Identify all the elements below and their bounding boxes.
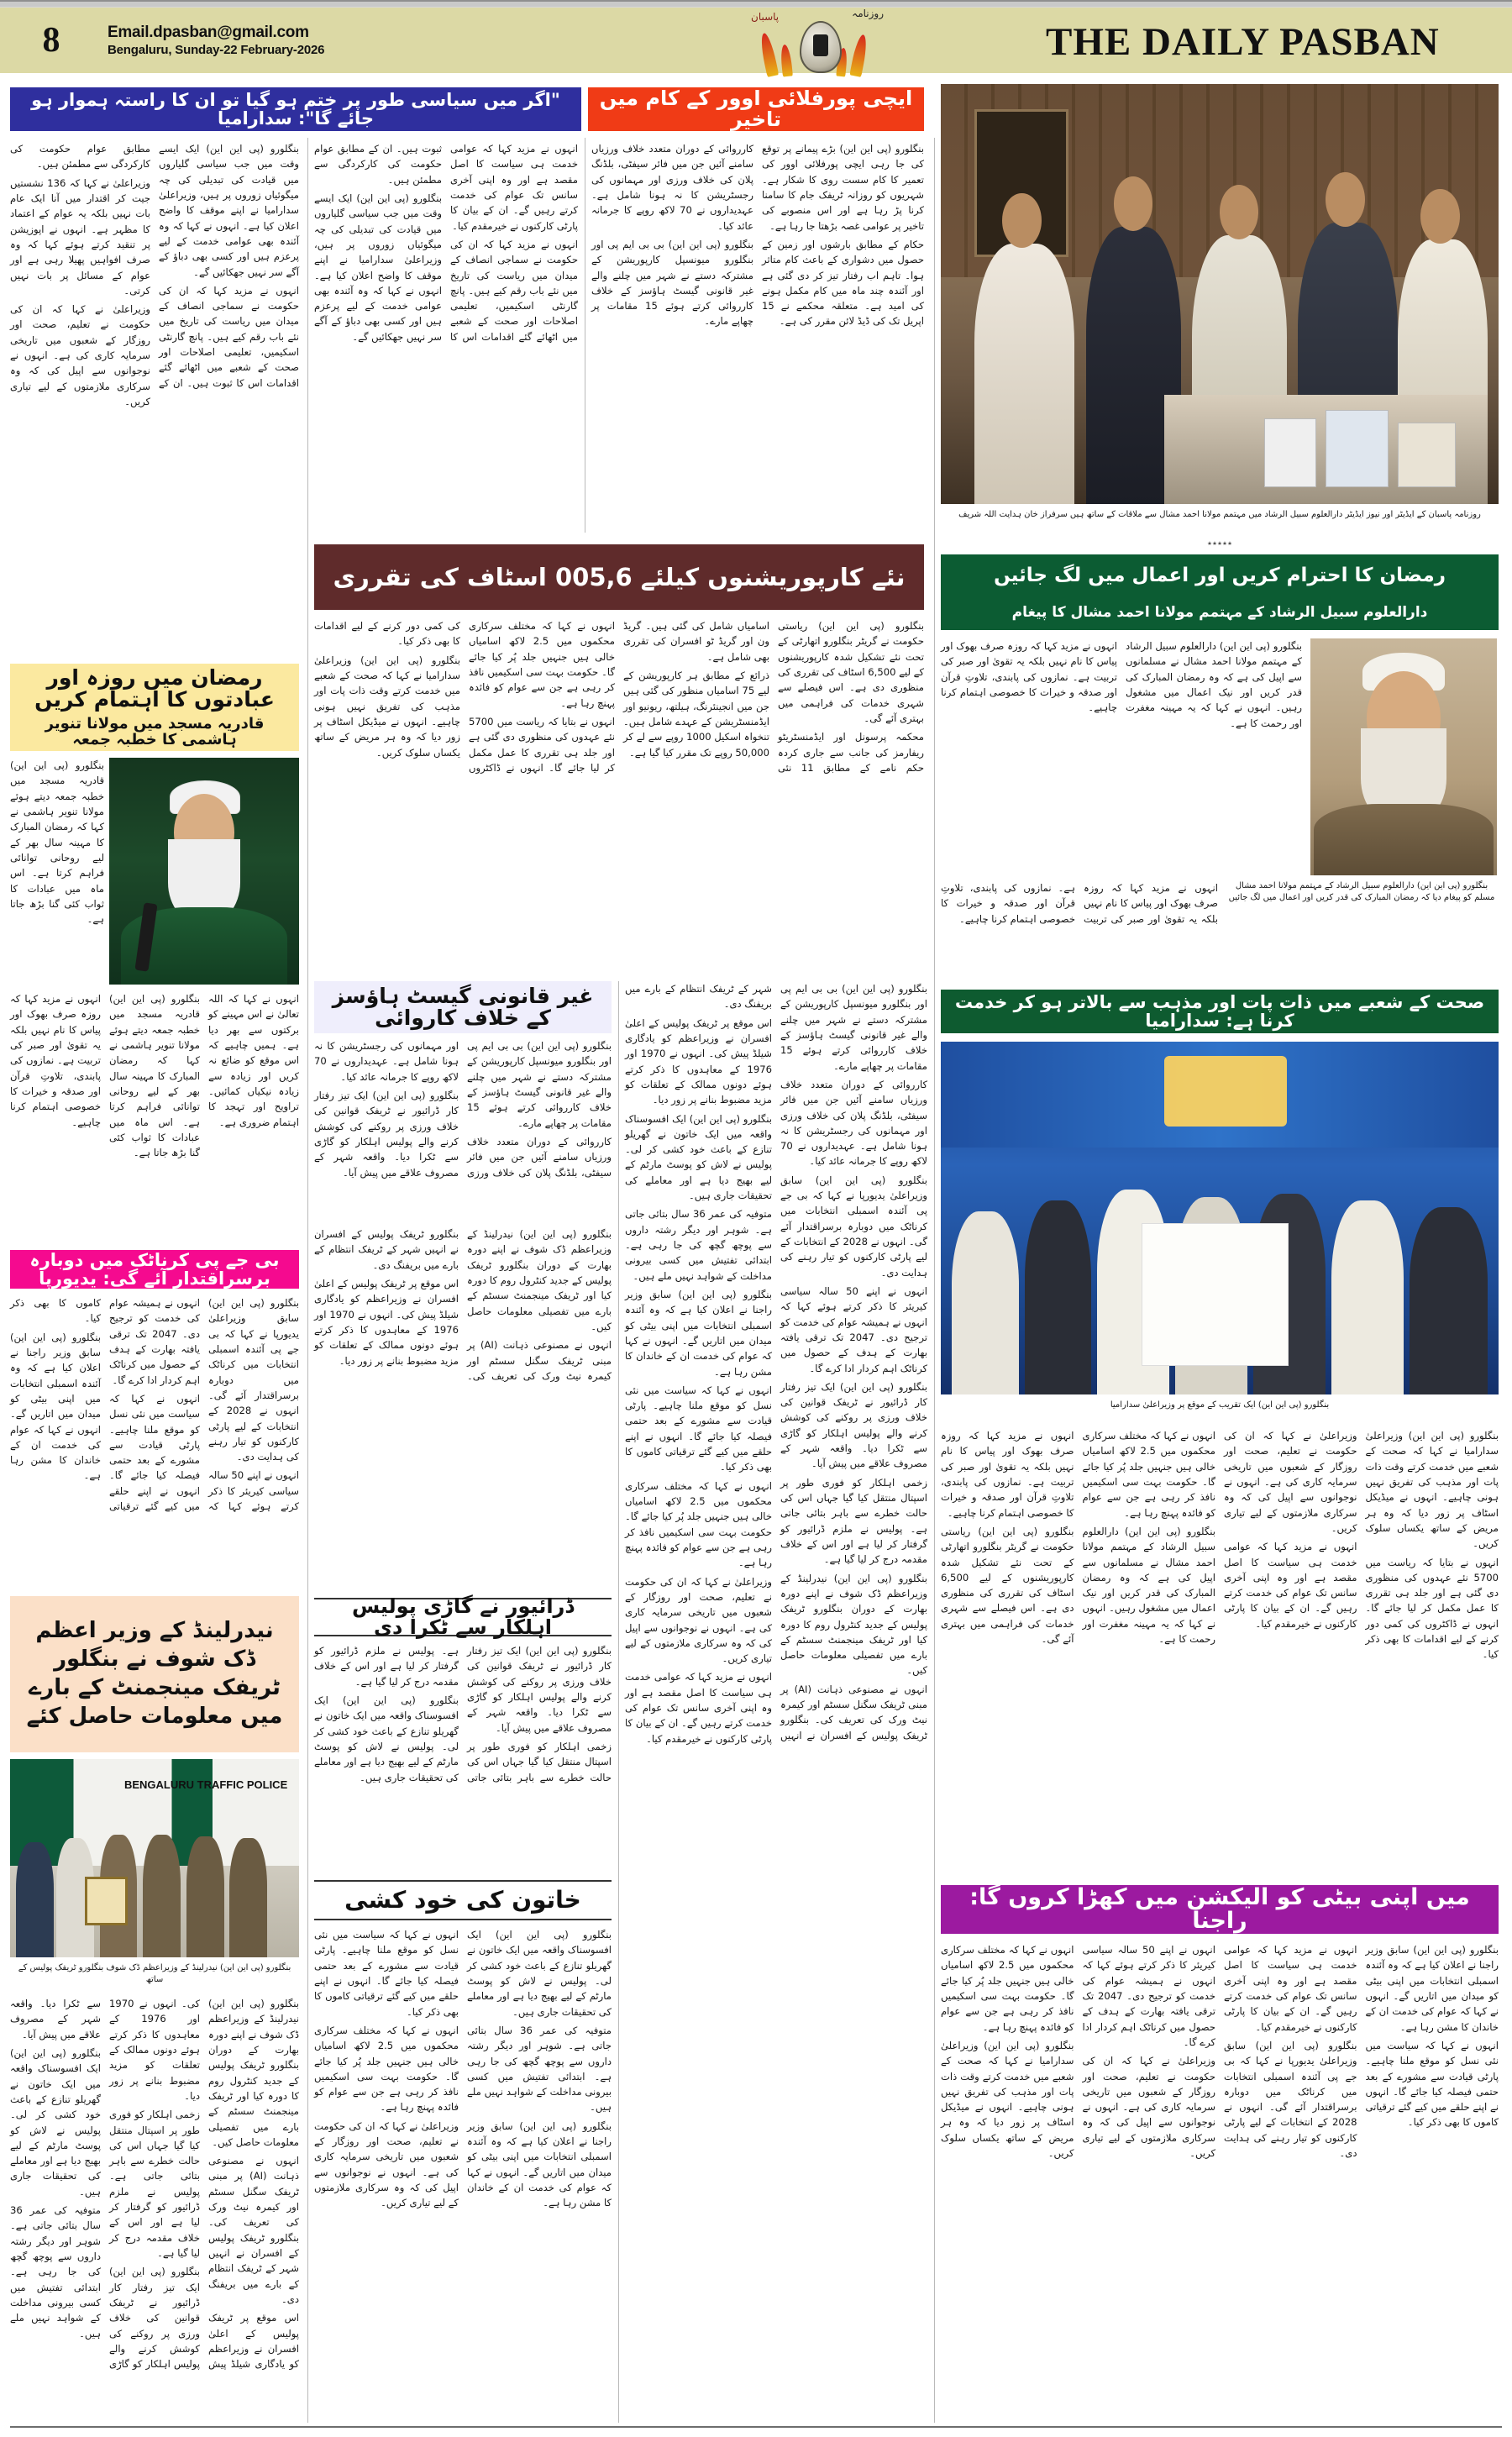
article-paragraph: زخمی اہلکار کو فوری طور پر اسپتال منتقل کیا گیا جہاں اس کی حالت خطرے سے باہر بتائی جاتی ہے۔ پولیس نے ملزم ڈرائیور کو گرفتار کر لیا ہے اور اس کے خلاف مقدمہ درج کر لیا گیا ہے۔ <box>109 2109 200 2259</box>
article-paragraph: بنگلورو (پی این این) ایک افسوسناک واقعہ میں ایک خاتون نے گھریلو تنازع کے باعث خود کشی کر لی۔ پولیس نے لاش کو پوسٹ مارٹم کے لیے بھیج دیا ہے اور معاملے کی تحقیقات جاری ہیں۔ <box>10 2046 101 2198</box>
article-paragraph: بنگلورو (پی این این) نیدرلینڈ کے وزیراعظم ڈک شوف نے اپنے دورہ بھارت کے دوران بنگلورو ٹریفک پولیس کے جدید کنٹرول روم کا دورہ کیا اور ٹریفک مینجمنٹ سسٹم کے بارے میں تفصیلی معلومات حاصل کیں۔ <box>780 1572 927 1677</box>
article-bjp-power-body <box>10 1295 299 1514</box>
masthead-logo <box>739 4 899 81</box>
article-paragraph: بنگلورو (پی این این) ایک تیز رفتار کار ڈرائیور نے ٹریفک قوانین کی خلاف ورزی پر روکنے کی کوشش کرنے والے پولیس اہلکار کو گاڑی سے ٹکرا دیا۔ واقعہ شہر کے مصروف علاقے میں پیش آیا۔ <box>467 1645 612 1734</box>
article-paragraph: بنگلورو (پی این این) نیدرلینڈ کے وزیراعظم ڈک شوف نے اپنے دورہ بھارت کے دوران بنگلورو ٹریفک پولیس کے جدید کنٹرول روم کا دورہ کیا اور ٹریفک مینجمنٹ سسٹم کے بارے میں تفصیلی معلومات حاصل کیں۔ <box>467 1228 612 1332</box>
article-paragraph: انہوں نے مصنوعی ذہانت (AI) پر مبنی ٹریفک سگنل سسٹم اور کیمرہ نیٹ ورک کی تعریف کی۔ بنگلورو ٹریفک پولیس کے افسران نے انہیں شہر کے ٹریفک انتظام کے بارے میں بریفنگ دی۔ <box>625 983 927 1741</box>
article-paragraph: انہوں نے کہا کہ مختلف سرکاری محکموں میں 2.5 لاکھ اسامیاں خالی ہیں جنہیں جلد پُر کیا جائے گا۔ حکومت بہت سی اسکیمیں نافذ کر رہی ہے جن سے عوام کو فائدہ پہنچ رہا ہے۔ <box>314 2024 459 2114</box>
article-paragraph: اس موقع پر ٹریفک پولیس کے اعلیٰ افسران نے وزیراعظم کو یادگاری شیلڈ پیش کی۔ انہوں نے 1970 اور 1976 کے معاہدوں کا ذکر کرتے ہوئے دونوں ممالک کے تعلقات کو مزید مضبوط بنانے پر زور دیا۔ <box>314 1277 459 1367</box>
photo-traffic-police-award <box>10 1759 299 1957</box>
article-paragraph: انہوں نے کہا کہ مختلف سرکاری محکموں میں 2.5 لاکھ اسامیاں خالی ہیں جنہیں جلد پُر کیا جائے گا۔ حکومت بہت سی اسکیمیں نافذ کر رہی ہے جن سے عوام کو فائدہ پہنچ رہا ہے۔ <box>625 1479 772 1569</box>
headline-ramzan-respect-sub: دارالعلوم سبیل الرشاد کے مہتمم مولانا احمد مشال کا پیغام <box>941 596 1499 630</box>
article-paragraph: انہوں نے کہا کہ سیاست میں نئی نسل کو موقع ملنا چاہیے۔ پارٹی قیادت سے مشورے کے بعد حتمی فیصلہ کیا جائے گا۔ انہوں نے اپنے حلقے میں کیے گئے ترقیاتی کاموں کا بھی ذکر کیا۔ <box>10 1297 200 1513</box>
headline-staff-appointment: نئے کارپوریشنوں کیلئے 6,500 اسٹاف کی تقرری <box>314 544 924 610</box>
article-paragraph: انہوں نے مصنوعی ذہانت (AI) پر مبنی ٹریفک سگنل سسٹم اور کیمرہ نیٹ ورک کی تعریف کی۔ بنگلورو ٹریفک پولیس کے افسران نے انہیں شہر کے ٹریفک انتظام کے بارے میں بریفنگ دی۔ <box>208 2155 300 2305</box>
logo-urdu-small: روزنامہ <box>852 8 884 19</box>
article-paragraph: کارروائی کے دوران متعدد خلاف ورزیاں سامنے آئیں جن میں فائر سیفٹی، بلڈنگ پلان کی خلاف ورزی اور مہمانوں کی رجسٹریشن کا نہ ہونا شامل ہے۔ عہدیداروں نے 70 لاکھ روپے کا جرمانہ عائد کیا۔ <box>314 1040 612 1179</box>
article-paragraph: انہوں نے اپنے 50 سالہ سیاسی کیریئر کا ذکر کرتے ہوئے کہا کہ انہوں نے ہمیشہ عوام کی خدمت کو ترجیح دی۔ 2047 تک ترقی یافتہ بھارت کے ہدف کے حصول میں کرناٹک اہم کردار ادا کرے گا۔ <box>109 1297 299 1513</box>
column-rule-1 <box>307 138 308 2423</box>
article-paragraph: بنگلورو (پی این این) قادریہ مسجد میں خطبہ جمعہ دیتے ہوئے مولانا تنویر ہاشمی نے کہا کہ رمضان المبارک کا مہینہ سال بھر کے لیے روحانی توانائی فراہم کرتا ہے۔ اس ماہ میں عبادات کا ثواب کئی گنا بڑھ جاتا ہے۔ <box>10 759 104 926</box>
article-paragraph: بنگلورو (پی این این) دارالعلوم سبیل الرشاد کے مہتمم مولانا احمد مشال نے مسلمانوں سے اپیل کی ہے کہ وہ رمضان المبارک کی قدر کریں اور نیک اعمال میں مشغول رہیں۔ انہوں نے کہا کہ یہ مہینہ مغفرت اور رحمت کا ہے۔ <box>1126 640 1302 729</box>
article-paragraph: بنگلورو (پی این این) نیدرلینڈ کے وزیراعظم ڈک شوف نے اپنے دورہ بھارت کے دوران بنگلورو ٹریفک پولیس کے جدید کنٹرول روم کا دورہ کیا اور ٹریفک مینجمنٹ سسٹم کے بارے میں تفصیلی معلومات حاصل کیں۔ <box>208 1998 299 2148</box>
article-paragraph: انہوں نے مزید کہا کہ عوامی خدمت ہی سیاست کا اصل مقصد ہے اور وہ اپنی آخری سانس تک عوام کی خدمت کرتے رہیں گے۔ ان کے بیان کا پارٹی کارکنوں نے خیرمقدم کیا۔ <box>450 143 578 232</box>
contact-block <box>108 23 324 59</box>
article-paragraph: بنگلورو (پی این این) ایک ایسے وقت میں جب سیاسی گلیاروں میں قیادت کی تبدیلی کی چہ میگوئیاں زوروں پر ہیں، وزیراعلیٰ سدارامیا نے اپنے موقف کا واضح اعلان کیا ہے۔ انہوں نے کہا کہ وہ آئندہ بھی عوامی خدمت کے لیے پرعزم ہیں اور کسی بھی دباؤ کے آگے سر نہیں جھکائیں گے۔ <box>314 192 442 343</box>
article-paragraph: بنگلورو (پی این این) قادریہ مسجد میں خطبہ جمعہ دیتے ہوئے مولانا تنویر ہاشمی نے کہا کہ رمضان المبارک کا مہینہ سال بھر کے لیے روحانی توانائی فراہم کرتا ہے۔ اس ماہ میں عبادات کا ثواب کئی گنا بڑھ جاتا ہے۔ <box>109 993 200 1159</box>
article-woman-suicide-body <box>314 1927 612 2214</box>
article-paragraph: بنگلورو (پی این این) سابق وزیر راجنا نے اعلان کیا ہے کہ وہ آئندہ اسمبلی انتخابات میں اپنی بیٹی کو میدان میں اتاریں گے۔ انہوں نے کہا کہ عوام کی خدمت ان کے خاندان کا مشن رہا ہے۔ <box>1365 1944 1499 2033</box>
headline-woman-suicide: خاتون کی خود کشی <box>314 1880 612 1920</box>
article-paragraph: انہوں نے کہا کہ سیاست میں نئی نسل کو موقع ملنا چاہیے۔ پارٹی قیادت سے مشورے کے بعد حتمی فیصلہ کیا جائے گا۔ انہوں نے اپنے حلقے میں کیے گئے ترقیاتی کاموں کا بھی ذکر کیا۔ <box>1365 2039 1499 2129</box>
article-paragraph: بنگلورو (پی این این) دارالعلوم سبیل الرشاد کے مہتمم مولانا احمد مشال نے مسلمانوں سے اپیل کی ہے کہ وہ رمضان المبارک کی قدر کریں اور نیک اعمال میں مشغول رہیں۔ انہوں نے کہا کہ یہ مہینہ مغفرت اور رحمت کا ہے۔ <box>1082 1525 1215 1646</box>
article-paragraph: انہوں نے مزید کہا کہ روزہ صرف بھوک اور پیاس کا نام نہیں بلکہ یہ تقویٰ اور صبر کی تربیت ہے۔ نمازوں کی پابندی، تلاوتِ قرآن اور صدقہ و خیرات کا خصوصی اہتمام کرنا چاہیے۔ <box>10 993 101 1128</box>
article-paragraph: بنگلورو (پی این این) ایک افسوسناک واقعہ میں ایک خاتون نے گھریلو تنازع کے باعث خود کشی کر لی۔ پولیس نے لاش کو پوسٹ مارٹم کے لیے بھیج دیا ہے اور معاملے کی تحقیقات جاری ہیں۔ <box>625 1112 772 1202</box>
article-paragraph: وزیراعلیٰ نے کہا کہ ان کی حکومت نے تعلیم، صحت اور روزگار کے شعبوں میں تاریخی سرمایہ کاری کی ہے۔ انہوں نے نوجوانوں سے اپیل کی کہ وہ سرکاری ملازمتوں کے لیے تیاری کریں۔ <box>10 303 150 407</box>
article-paragraph: بنگلورو (پی این این) سابق وزیر راجنا نے اعلان کیا ہے کہ وہ آئندہ اسمبلی انتخابات میں اپنی بیٹی کو میدان میں اتاریں گے۔ انہوں نے کہا کہ عوام کی خدمت ان کے خاندان کا مشن رہا ہے۔ <box>625 1288 772 1378</box>
article-paragraph: حکام کے مطابق بارشوں اور زمین کے حصول میں دشواری کے باعث کام متاثر ہوا۔ تاہم اب رفتار تیز کر دی گئی ہے اور آئندہ چند ماہ میں کام مکمل ہونے کی امید ہے۔ متعلقہ محکمے نے 15 اپریل تک کی ڈیڈ لائن مقرر کی ہے۔ <box>762 238 924 328</box>
headline-lead-right: ایچی پورفلائی اوور کے کام میں تاخیر <box>588 87 924 131</box>
article-ramzan-respect-body <box>941 638 1302 731</box>
article-paragraph: وزیراعلیٰ نے کہا کہ ان کی حکومت نے تعلیم، صحت اور روزگار کے شعبوں میں تاریخی سرمایہ کاری کی ہے۔ انہوں نے نوجوانوں سے اپیل کی کہ وہ سرکاری ملازمتوں کے لیے تیاری کریں۔ <box>1082 2055 1215 2160</box>
article-paragraph: انہوں نے مزید کہا کہ عوامی خدمت ہی سیاست کا اصل مقصد ہے اور وہ اپنی آخری سانس تک عوام کی خدمت کرتے رہیں گے۔ ان کے بیان کا پارٹی کارکنوں نے خیرمقدم کیا۔ <box>1224 1541 1357 1630</box>
article-paragraph: بنگلورو (پی این این) سابق وزیراعلیٰ یدیورپا نے کہا کہ بی جے پی آئندہ اسمبلی انتخابات میں کرناٹک میں دوبارہ برسراقتدار آئے گی۔ انہوں نے 2028 کے انتخابات کے لیے پارٹی کارکنوں کو تیار رہنے کی ہدایت دی۔ <box>1224 2039 1357 2160</box>
article-paragraph: وزیراعلیٰ نے کہا کہ 136 نشستیں جیت کر اقتدار میں آنا ایک عام بات نہیں بلکہ یہ عوام کے اعتماد کا مظہر ہے۔ انہوں نے اپوزیشن پر تنقید کرتے ہوئے کہا کہ وہ صرف افواہیں پھیلا رہی ہے اور عوام کے مسائل پر بات نہیں کرتی۔ <box>10 176 150 297</box>
caption-photo-stage-ceremony: بنگلورو (پی این این) ایک تقریب کے موقع پر وزیراعلیٰ سدارامیا <box>1110 1400 1330 1410</box>
logo-urdu-main: پاسبان <box>751 11 780 23</box>
article-staff-body <box>314 618 924 775</box>
article-paragraph: انہوں نے کہا کہ سیاست میں نئی نسل کو موقع ملنا چاہیے۔ پارٹی قیادت سے مشورے کے بعد حتمی فیصلہ کیا جائے گا۔ انہوں نے اپنے حلقے میں کیے گئے ترقیاتی کاموں کا بھی ذکر کیا۔ <box>314 1929 459 2018</box>
article-paragraph: بنگلورو (پی این این) ایک ایسے وقت میں جب سیاسی گلیاروں میں قیادت کی تبدیلی کی چہ میگوئیاں زوروں پر ہیں، وزیراعلیٰ سدارامیا نے اپنے موقف کا واضح اعلان کیا ہے۔ انہوں نے کہا کہ وہ آئندہ بھی عوامی خدمت کے لیے پرعزم ہیں اور کسی بھی دباؤ کے آگے سر نہیں جھکائیں گے۔ <box>159 143 299 278</box>
article-paragraph: بنگلورو (پی این این) ریاستی حکومت نے گریٹر بنگلورو اتھارٹی کے تحت نئے تشکیل شدہ کارپوریشنوں کے لیے 6,500 اسٹاف کی تقرری کی منظوری دی ہے۔ اس فیصلے سے شہری خدمات کی فراہمی میں بہتری آئے گی۔ <box>941 1525 1074 1646</box>
photo-cleric-portrait <box>1310 638 1497 875</box>
article-paragraph: زخمی اہلکار کو فوری طور پر اسپتال منتقل کیا گیا جہاں اس کی حالت خطرے سے باہر بتائی جاتی ہے۔ پولیس نے ملزم ڈرائیور کو گرفتار کر لیا ہے اور اس کے خلاف مقدمہ درج کر لیا گیا ہے۔ <box>780 1476 927 1566</box>
article-paragraph: انہوں نے مزید کہا کہ عوامی خدمت ہی سیاست کا اصل مقصد ہے اور وہ اپنی آخری سانس تک عوام کی خدمت کرتے رہیں گے۔ ان کے بیان کا پارٹی کارکنوں نے خیرمقدم کیا۔ <box>625 1671 772 1745</box>
article-paragraph: بنگلورو (پی این این) بی بی ایم پی اور بنگلورو میونسپل کارپوریشن کے مشترکہ دستے نے شہر میں چلنے والے غیر قانونی گیسٹ ہاؤسز کے خلاف کارروائی کرتے ہوئے 15 مقامات پر چھاپے مارے۔ <box>780 983 927 1072</box>
article-lead-left-cont <box>314 141 578 346</box>
article-paragraph: متوفیہ کی عمر 36 سال بتائی جاتی ہے۔ شوہر اور دیگر رشتہ داروں سے پوچھ گچھ کی جا رہی ہے۔ ابتدائی تفتیش میں کسی بیرونی مداخلت کے شواہد نہیں ملے ہیں۔ <box>625 1208 772 1282</box>
caption-photo-traffic-police-award: بنگلورو (پی این این) نیدرلینڈ کے وزیراعظم ڈک شوف بنگلورو ٹریفک پولیس کے ساتھ <box>18 1963 291 1984</box>
article-paragraph: انہوں نے اپنے 50 سالہ سیاسی کیریئر کا ذکر کرتے ہوئے کہا کہ انہوں نے ہمیشہ عوام کی خدمت کو ترجیح دی۔ 2047 تک ترقی یافتہ بھارت کے ہدف کے حصول میں کرناٹک اہم کردار ادا کرے گا۔ <box>780 1284 927 1374</box>
headline-ramzan-respect: رمضان کا احترام کریں اور اعمال میں لگ جائیں <box>941 554 1499 596</box>
article-paragraph: بنگلورو (پی این این) بی بی ایم پی اور بنگلورو میونسپل کارپوریشن کے مشترکہ دستے نے شہر میں چلنے والے غیر قانونی گیسٹ ہاؤسز کے خلاف کارروائی کرتے ہوئے 15 مقامات پر چھاپے مارے۔ <box>467 1040 612 1129</box>
article-paragraph: کارروائی کے دوران متعدد خلاف ورزیاں سامنے آئیں جن میں فائر سیفٹی، بلڈنگ پلان کی خلاف ورزی اور مہمانوں کی رجسٹریشن کا نہ ہونا شامل ہے۔ عہدیداروں نے 70 لاکھ روپے کا جرمانہ عائد کیا۔ <box>591 143 754 232</box>
headline-ramzan-fasting: رمضان میں روزہ اور عبادتوں کا اہتمام کریں <box>10 664 299 714</box>
article-paragraph: وزیراعلیٰ نے کہا کہ ان کی حکومت نے تعلیم، صحت اور روزگار کے شعبوں میں تاریخی سرمایہ کاری کی ہے۔ انہوں نے نوجوانوں سے اپیل کی کہ وہ سرکاری ملازمتوں کے لیے تیاری کریں۔ <box>314 2119 459 2209</box>
article-paragraph: انہوں نے مزید کہا کہ عوامی خدمت ہی سیاست کا اصل مقصد ہے اور وہ اپنی آخری سانس تک عوام کی خدمت کرتے رہیں گے۔ ان کے بیان کا پارٹی کارکنوں نے خیرمقدم کیا۔ <box>1224 1944 1357 2033</box>
page-number: 8 <box>42 21 60 60</box>
article-paragraph: انہوں نے بتایا کہ ریاست میں 5700 نئے عہدوں کی منظوری دی گئی ہے اور جلد ہی تقرری کا عمل مکمل کر لیا جائے گا۔ انہوں نے ڈاکٹروں کی کمی دور کرنے کے لیے اقدامات کا بھی ذکر کیا۔ <box>314 620 615 774</box>
article-paragraph: بنگلورو (پی این این) وزیراعلیٰ سدارامیا نے کہا کہ صحت کے شعبے میں خدمت کرتے وقت ذات پات اور مذہب کی تفریق نہیں ہونی چاہیے۔ انہوں نے میڈیکل اسٹاف پر زور دیا کہ وہ ہر مریض کے ساتھ یکساں سلوک کریں۔ <box>314 654 460 759</box>
article-middle-filler <box>314 1226 612 1384</box>
article-paragraph: انہوں نے مزید کہا کہ روزہ صرف بھوک اور پیاس کا نام نہیں بلکہ یہ تقویٰ اور صبر کی تربیت ہے۔ نمازوں کی پابندی، تلاوتِ قرآن اور صدقہ و خیرات کا خصوصی اہتمام کرنا چاہیے۔ <box>941 640 1117 714</box>
article-paragraph: بنگلورو (پی این این) ایک تیز رفتار کار ڈرائیور نے ٹریفک قوانین کی خلاف ورزی پر روکنے کی کوشش کرنے والے پولیس اہلکار کو گاڑی سے ٹکرا دیا۔ واقعہ شہر کے مصروف علاقے میں پیش آیا۔ <box>314 1089 459 1179</box>
article-ramzan-fasting-cont <box>10 991 299 1160</box>
article-health-service-body <box>941 1428 1499 1662</box>
photo-stage-ceremony <box>941 1042 1499 1394</box>
article-paragraph: بنگلورو (پی این این) سابق وزیراعلیٰ یدیورپا نے کہا کہ بی جے پی آئندہ اسمبلی انتخابات میں کرناٹک میں دوبارہ برسراقتدار آئے گی۔ انہوں نے 2028 کے انتخابات کے لیے پارٹی کارکنوں کو تیار رہنے کی ہدایت دی۔ <box>208 1297 299 1463</box>
article-guest-house-body <box>314 1038 612 1182</box>
article-paragraph: بنگلورو (پی این این) بی بی ایم پی اور بنگلورو میونسپل کارپوریشن کے مشترکہ دستے نے شہر میں چلنے والے غیر قانونی گیسٹ ہاؤسز کے خلاف کارروائی کرتے ہوئے 15 مقامات پر چھاپے مارے۔ <box>591 238 753 328</box>
article-paragraph: متوفیہ کی عمر 36 سال بتائی جاتی ہے۔ شوہر اور دیگر رشتہ داروں سے پوچھ گچھ کی جا رہی ہے۔ ابتدائی تفتیش میں کسی بیرونی مداخلت کے شواہد نہیں ملے ہیں۔ <box>10 2204 101 2340</box>
article-paragraph: انہوں نے کہا کہ مختلف سرکاری محکموں میں 2.5 لاکھ اسامیاں خالی ہیں جنہیں جلد پُر کیا جائے گا۔ حکومت بہت سی اسکیمیں نافذ کر رہی ہے جن سے عوام کو فائدہ پہنچ رہا ہے۔ <box>941 1944 1074 2033</box>
column-rule-4 <box>618 981 619 2423</box>
article-paragraph: اس موقع پر ٹریفک پولیس کے اعلیٰ افسران نے وزیراعظم کو یادگاری شیلڈ پیش کی۔ انہوں نے 1970 اور 1976 کے معاہدوں کا ذکر کرتے ہوئے دونوں ممالک کے تعلقات کو مزید مضبوط بنانے پر زور دیا۔ <box>109 1998 299 2371</box>
article-paragraph: ذرائع کے مطابق ہر کارپوریشن کے لیے 75 اسامیاں منظور کی گئی ہیں جن میں انجینئرنگ، ہیلتھ، ریونیو اور ایڈمنسٹریشن کے عہدے شامل ہیں۔ تنخواہ اسکیل 1000 روپے سے لے کر 50,000 روپے تک مقرر کیا گیا ہے۔ <box>623 669 769 759</box>
article-paragraph: بنگلورو (پی این این) ایک تیز رفتار کار ڈرائیور نے ٹریفک قوانین کی خلاف ورزی پر روکنے کی کوشش کرنے والے پولیس اہلکار کو گاڑی سے ٹکرا دیا۔ واقعہ شہر کے مصروف علاقے میں پیش آیا۔ <box>780 1380 927 1470</box>
headline-netherlands: نیدرلینڈ کے وزیر اعظم ڈک شوف نے بنگلور ٹریفک مینجمنٹ کے بارے میں معلومات حاصل کئے <box>10 1596 299 1752</box>
headline-health-service: صحت کے شعبے میں ذات پات اور مذہب سے بالاتر ہو کر خدمت کرنا ہے: سدارامیا <box>941 990 1499 1033</box>
article-paragraph: انہوں نے مزید کہا کہ ان کی حکومت نے سماجی انصاف کے میدان میں ریاست کی تاریخ میں نئے باب رقم کیے ہیں۔ پانچ گارنٹی اسکیمیں، تعلیمی اصلاحات اور صحت کے شعبے میں اٹھائے گئے اقدامات اس کا ثبوت ہیں۔ ان کے مطابق عوام حکومت کی کارکردگی سے مطمئن ہیں۔ <box>10 143 299 389</box>
headline-driver-arrest: ڈرائیور نے گاڑی پولیس اہلکار سے ٹکرا دی <box>314 1598 612 1636</box>
page-bottom-rule <box>10 2426 1502 2428</box>
article-paragraph: انہوں نے مزید کہا کہ ان کی حکومت نے سماجی انصاف کے میدان میں ریاست کی تاریخ میں نئے باب رقم کیے ہیں۔ پانچ گارنٹی اسکیمیں، تعلیمی اصلاحات اور صحت کے شعبے میں اٹھائے گئے اقدامات اس کا ثبوت ہیں۔ ان کے مطابق عوام حکومت کی کارکردگی سے مطمئن ہیں۔ <box>314 143 578 343</box>
article-paragraph: بنگلورو (پی این این) سابق وزیر راجنا نے اعلان کیا ہے کہ وہ آئندہ اسمبلی انتخابات میں اپنی بیٹی کو میدان میں اتاریں گے۔ انہوں نے کہا کہ عوام کی خدمت ان کے خاندان کا مشن رہا ہے۔ <box>467 2119 612 2209</box>
article-paragraph: بنگلورو (پی این این) وزیراعلیٰ سدارامیا نے کہا کہ صحت کے شعبے میں خدمت کرتے وقت ذات پات اور مذہب کی تفریق نہیں ہونی چاہیے۔ انہوں نے میڈیکل اسٹاف پر زور دیا کہ وہ ہر مریض کے ساتھ یکساں سلوک کریں۔ <box>941 2039 1074 2160</box>
article-paragraph: محکمہ پرسونل اور ایڈمنسٹریٹو ریفارمز کی جانب سے جاری کردہ حکم نامے کے مطابق 11 نئی اسامیاں شامل کی گئی ہیں۔ گریڈ ون اور گریڈ ٹو افسران کی تقرری بھی شامل ہے۔ <box>623 620 924 774</box>
article-paragraph: بنگلورو (پی این این) سابق وزیر راجنا نے اعلان کیا ہے کہ وہ آئندہ اسمبلی انتخابات میں اپنی بیٹی کو میدان میں اتاریں گے۔ انہوں نے کہا کہ عوام کی خدمت ان کے خاندان کا مشن رہا ہے۔ <box>10 1331 101 1482</box>
article-ramzan-fasting-body <box>10 758 104 930</box>
headline-daughter-election: میں اپنی بیٹی کو الیکشن میں کھڑا کروں گا: راجنا <box>941 1885 1499 1934</box>
caption-photo-cleric-portrait: بنگلورو (پی این این) دارالعلوم سبیل الرشاد کے مہتمم مولانا احمد مشال مسلم کو پیغام دیا کہ رمضان المبارک کی قدر کریں اور اعمال میں لگ جائیں <box>1228 881 1495 902</box>
masthead <box>0 8 1512 75</box>
caption-separator: ٭٭٭٭٭ <box>1207 538 1232 549</box>
flame-lamp-icon <box>748 6 890 80</box>
article-paragraph: بنگلورو (پی این این) وزیراعلیٰ سدارامیا نے کہا کہ صحت کے شعبے میں خدمت کرتے وقت ذات پات اور مذہب کی تفریق نہیں ہونی چاہیے۔ انہوں نے میڈیکل اسٹاف پر زور دیا کہ وہ ہر مریض کے ساتھ یکساں سلوک کریں۔ <box>1365 1430 1499 1550</box>
headline-lead-left: "اگر میں سیاسی طور پر ختم ہو گیا تو ان کا راستہ ہموار ہو جائے گا": سدارامیا <box>10 87 581 131</box>
article-paragraph: وزیراعلیٰ نے کہا کہ ان کی حکومت نے تعلیم، صحت اور روزگار کے شعبوں میں تاریخی سرمایہ کاری کی ہے۔ انہوں نے نوجوانوں سے اپیل کی کہ وہ سرکاری ملازمتوں کے لیے تیاری کریں۔ <box>625 1575 772 1665</box>
article-paragraph: زخمی اہلکار کو فوری طور پر اسپتال منتقل کیا گیا جہاں اس کی حالت خطرے سے باہر بتائی جاتی ہے۔ پولیس نے ملزم ڈرائیور کو گرفتار کر لیا ہے اور اس کے خلاف مقدمہ درج کر لیا گیا ہے۔ <box>314 1645 612 1783</box>
article-paragraph: بنگلورو (پی این این) ریاستی حکومت نے گریٹر بنگلورو اتھارٹی کے تحت نئے تشکیل شدہ کارپوریشنوں کے لیے 6,500 اسٹاف کی تقرری کی منظوری دی ہے۔ اس فیصلے سے شہری خدمات کی فراہمی میں بہتری آئے گی۔ <box>778 620 924 724</box>
article-middle-right-col <box>625 981 927 1746</box>
photo-banner-text: BENGALURU TRAFFIC POLICE <box>123 1778 288 1791</box>
article-driver-arrest-body <box>314 1643 612 1787</box>
article-flyover-body <box>591 141 924 333</box>
article-paragraph: بنگلورو (پی این این) ایک تیز رفتار کار ڈرائیور نے ٹریفک قوانین کی خلاف ورزی پر روکنے کی کوشش کرنے والے پولیس اہلکار کو گاڑی سے ٹکرا دیا۔ واقعہ شہر کے مصروف علاقے میں پیش آیا۔ <box>10 1998 200 2371</box>
email-text: Email.dpasban@gmail.com <box>108 23 309 41</box>
article-paragraph: بنگلورو (پی این این) سابق وزیراعلیٰ یدیورپا نے کہا کہ بی جے پی آئندہ اسمبلی انتخابات میں کرناٹک میں دوبارہ برسراقتدار آئے گی۔ انہوں نے 2028 کے انتخابات کے لیے پارٹی کارکنوں کو تیار رہنے کی ہدایت دی۔ <box>780 1174 927 1279</box>
caption-photo-meeting-group: روزنامہ پاسبان کے ایڈیٹر اور نیوز ایڈیٹر دارالعلوم سبیل الرشاد میں مہتمم مولانا احمد مشال سے ملاقات کے ساتھ ہیں سرفراز خان ہدایت اللہ شریف <box>958 510 1481 519</box>
article-paragraph: کارروائی کے دوران متعدد خلاف ورزیاں سامنے آئیں جن میں فائر سیفٹی، بلڈنگ پلان کی خلاف ورزی اور مہمانوں کی رجسٹریشن کا نہ ہونا شامل ہے۔ عہدیداروں نے 70 لاکھ روپے کا جرمانہ عائد کیا۔ <box>780 1078 927 1168</box>
paper-title: THE DAILY PASBAN <box>1046 20 1440 64</box>
article-ramzan-respect-cont <box>941 880 1218 928</box>
article-paragraph: متوفیہ کی عمر 36 سال بتائی جاتی ہے۔ شوہر اور دیگر رشتہ داروں سے پوچھ گچھ کی جا رہی ہے۔ ابتدائی تفتیش میں کسی بیرونی مداخلت کے شواہد نہیں ملے ہیں۔ <box>467 2024 612 2114</box>
article-paragraph: انہوں نے اپنے 50 سالہ سیاسی کیریئر کا ذکر کرتے ہوئے کہا کہ انہوں نے ہمیشہ عوام کی خدمت کو ترجیح دی۔ 2047 تک ترقی یافتہ بھارت کے ہدف کے حصول میں کرناٹک اہم کردار ادا کرے گا۔ <box>1082 1944 1215 2048</box>
article-paragraph: وزیراعلیٰ نے کہا کہ ان کی حکومت نے تعلیم، صحت اور روزگار کے شعبوں میں تاریخی سرمایہ کاری کی ہے۔ انہوں نے نوجوانوں سے اپیل کی کہ وہ سرکاری ملازمتوں کے لیے تیاری کریں۔ <box>1224 1430 1357 1534</box>
headline-guest-house: غیر قانونی گیسٹ ہاؤسز کے خلاف کاروائی <box>314 981 612 1033</box>
article-paragraph: اس موقع پر ٹریفک پولیس کے اعلیٰ افسران نے وزیراعظم کو یادگاری شیلڈ پیش کی۔ انہوں نے 1970 اور 1976 کے معاہدوں کا ذکر کرتے ہوئے دونوں ممالک کے تعلقات کو مزید مضبوط بنانے پر زور دیا۔ <box>625 1016 773 1106</box>
article-paragraph: بنگلورو (پی این این) ایک افسوسناک واقعہ میں ایک خاتون نے گھریلو تنازع کے باعث خود کشی کر لی۔ پولیس نے لاش کو پوسٹ مارٹم کے لیے بھیج دیا ہے اور معاملے کی تحقیقات جاری ہیں۔ <box>314 1694 459 1783</box>
column-rule-2 <box>934 138 935 2423</box>
article-paragraph: انہوں نے مزید کہا کہ روزہ صرف بھوک اور پیاس کا نام نہیں بلکہ یہ تقویٰ اور صبر کی تربیت ہے۔ نمازوں کی پابندی، تلاوتِ قرآن اور صدقہ و خیرات کا خصوصی اہتمام کرنا چاہیے۔ <box>941 1430 1074 1519</box>
article-netherlands-body <box>10 1996 299 2372</box>
photo-meeting-group <box>941 84 1499 504</box>
article-paragraph: انہوں نے کہا کہ مختلف سرکاری محکموں میں 2.5 لاکھ اسامیاں خالی ہیں جنہیں جلد پُر کیا جائے گا۔ حکومت بہت سی اسکیمیں نافذ کر رہی ہے جن سے عوام کو فائدہ پہنچ رہا ہے۔ <box>469 620 615 709</box>
photo-cleric-speaking <box>109 758 299 985</box>
article-lead-left-body <box>10 141 299 409</box>
article-paragraph: بنگلورو (پی این این) بڑے پیمانے پر توقع کی جا رہی ایچی پورفلائی اوور کی تعمیر کا کام سست روی کا شکار ہے۔ شہریوں کو روزانہ ٹریفک جام کا سامنا کرنا پڑ رہا ہے اور اس منصوبے کی تاخیر پر عوامی غصہ بڑھتا جا رہا ہے۔ <box>762 143 924 232</box>
article-paragraph: بنگلورو (پی این این) ایک افسوسناک واقعہ میں ایک خاتون نے گھریلو تنازع کے باعث خود کشی کر لی۔ پولیس نے لاش کو پوسٹ مارٹم کے لیے بھیج دیا ہے اور معاملے کی تحقیقات جاری ہیں۔ <box>467 1929 612 2018</box>
article-paragraph: انہوں نے بتایا کہ ریاست میں 5700 نئے عہدوں کی منظوری دی گئی ہے اور جلد ہی تقرری کا عمل مکمل کر لیا جائے گا۔ انہوں نے ڈاکٹروں کی کمی دور کرنے کے لیے اقدامات کا بھی ذکر کیا۔ <box>1365 1556 1499 1661</box>
article-paragraph: انہوں نے کہا کہ مختلف سرکاری محکموں میں 2.5 لاکھ اسامیاں خالی ہیں جنہیں جلد پُر کیا جائے گا۔ حکومت بہت سی اسکیمیں نافذ کر رہی ہے جن سے عوام کو فائدہ پہنچ رہا ہے۔ <box>1082 1430 1215 1519</box>
article-paragraph: انہوں نے کہا کہ سیاست میں نئی نسل کو موقع ملنا چاہیے۔ پارٹی قیادت سے مشورے کے بعد حتمی فیصلہ کیا جائے گا۔ انہوں نے اپنے حلقے میں کیے گئے ترقیاتی کاموں کا بھی ذکر کیا۔ <box>625 1384 772 1473</box>
article-daughter-election-body <box>941 1942 1499 2161</box>
article-paragraph: انہوں نے مزید کہا کہ روزہ صرف بھوک اور پیاس کا نام نہیں بلکہ یہ تقویٰ اور صبر کی تربیت ہے۔ نمازوں کی پابندی، تلاوتِ قرآن اور صدقہ و خیرات کا خصوصی اہتمام کرنا چاہیے۔ <box>941 882 1218 925</box>
article-paragraph: انہوں نے مصنوعی ذہانت (AI) پر مبنی ٹریفک سگنل سسٹم اور کیمرہ نیٹ ورک کی تعریف کی۔ بنگلورو ٹریفک پولیس کے افسران نے انہیں شہر کے ٹریفک انتظام کے بارے میں بریفنگ دی۔ <box>314 1228 612 1382</box>
place-date-text: Bengaluru, Sunday-22 February-2026 <box>108 42 325 57</box>
article-paragraph: انہوں نے کہا کہ اللہ تعالیٰ نے اس مہینے کو برکتوں سے بھر دیا ہے۔ ہمیں چاہیے کہ اس موقع کو ضائع نہ کریں اور زیادہ سے زیادہ نیکیاں کمائیں۔ تراویح اور تہجد کا اہتمام ضروری ہے۔ <box>208 993 299 1128</box>
headline-ramzan-fasting-sub: قادریہ مسجد میں مولانا تنویر ہاشمی کا خطبہ جمعہ <box>10 714 299 751</box>
headline-bjp-power: بی جے پی کرناٹک میں دوبارہ برسراقتدار آئے گی: یدیورپا <box>10 1250 299 1289</box>
